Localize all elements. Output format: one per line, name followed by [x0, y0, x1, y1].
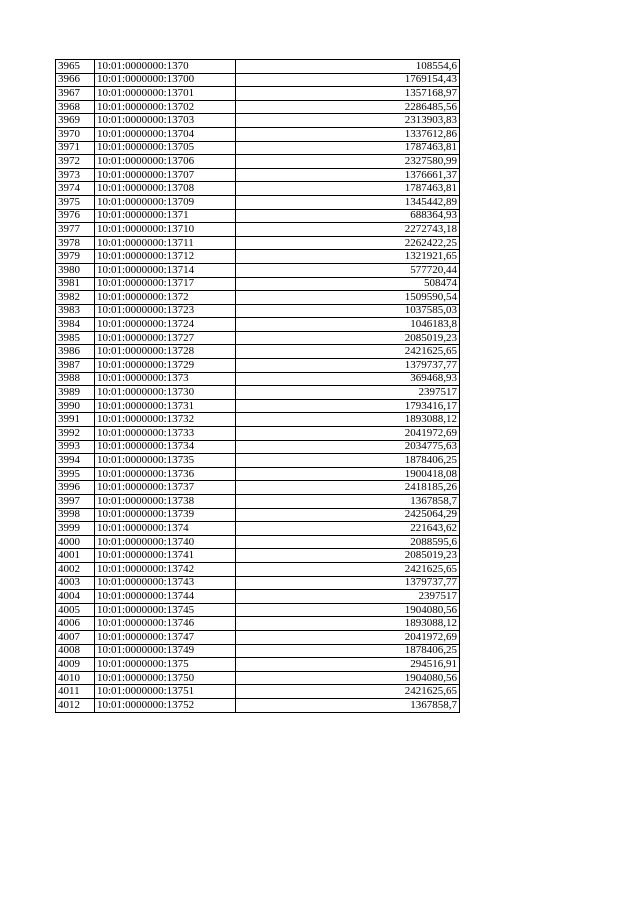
cadastral-number-cell: 10:01:0000000:13735 [95, 454, 236, 468]
row-number-cell: 3978 [56, 236, 95, 250]
table-row [56, 100, 460, 114]
cadastral-number-cell: 10:01:0000000:13733 [95, 427, 236, 441]
table-row [56, 522, 460, 536]
row-number-cell: 3993 [56, 440, 95, 454]
value-cell: 2425064,29 [236, 508, 460, 522]
row-number-cell: 3974 [56, 182, 95, 196]
cadastral-number-cell: 10:01:0000000:13702 [95, 100, 236, 114]
cadastral-number-cell: 10:01:0000000:13714 [95, 263, 236, 277]
cadastral-number-cell: 10:01:0000000:13709 [95, 195, 236, 209]
value-cell: 1900418,08 [236, 467, 460, 481]
value-cell: 508474 [236, 277, 460, 291]
row-number-cell: 3994 [56, 454, 95, 468]
value-cell: 2085019,23 [236, 331, 460, 345]
table-row [56, 195, 460, 209]
value-cell: 1367858,7 [236, 495, 460, 509]
cadastral-number-cell: 10:01:0000000:13723 [95, 304, 236, 318]
value-cell: 2041972,69 [236, 427, 460, 441]
value-cell: 1337612,86 [236, 127, 460, 141]
cadastral-number-cell: 10:01:0000000:13740 [95, 535, 236, 549]
value-cell: 221643,62 [236, 522, 460, 536]
value-cell: 577720,44 [236, 263, 460, 277]
table-row [56, 386, 460, 400]
value-cell: 294516,91 [236, 658, 460, 672]
table-row [56, 508, 460, 522]
cadastral-number-cell: 10:01:0000000:13728 [95, 345, 236, 359]
row-number-cell: 3965 [56, 60, 95, 74]
table-row [56, 291, 460, 305]
table-row [56, 304, 460, 318]
value-cell: 2085019,23 [236, 549, 460, 563]
cadastral-number-cell: 10:01:0000000:13736 [95, 467, 236, 481]
row-number-cell: 3971 [56, 141, 95, 155]
row-number-cell: 4011 [56, 685, 95, 699]
cadastral-number-cell: 10:01:0000000:13734 [95, 440, 236, 454]
value-cell: 369468,93 [236, 372, 460, 386]
table-row [56, 155, 460, 169]
cadastral-number-cell: 10:01:0000000:13739 [95, 508, 236, 522]
value-cell: 2397517 [236, 590, 460, 604]
value-cell: 1345442,89 [236, 195, 460, 209]
cadastral-number-cell: 10:01:0000000:13703 [95, 114, 236, 128]
table-row [56, 73, 460, 87]
value-cell: 1878406,25 [236, 644, 460, 658]
cadastral-number-cell: 10:01:0000000:13747 [95, 630, 236, 644]
cadastral-number-cell: 10:01:0000000:13701 [95, 87, 236, 101]
cadastral-number-cell: 10:01:0000000:13700 [95, 73, 236, 87]
row-number-cell: 3977 [56, 223, 95, 237]
cadastral-number-cell: 10:01:0000000:13727 [95, 331, 236, 345]
cadastral-number-cell: 10:01:0000000:13704 [95, 127, 236, 141]
table-row [56, 671, 460, 685]
value-cell: 2313903,83 [236, 114, 460, 128]
table-row [56, 685, 460, 699]
cadastral-number-cell: 10:01:0000000:13724 [95, 318, 236, 332]
row-number-cell: 3981 [56, 277, 95, 291]
value-cell: 1509590,54 [236, 291, 460, 305]
cadastral-number-cell: 10:01:0000000:13742 [95, 562, 236, 576]
value-cell: 688364,93 [236, 209, 460, 223]
table-row [56, 250, 460, 264]
cadastral-number-cell: 10:01:0000000:1374 [95, 522, 236, 536]
row-number-cell: 3988 [56, 372, 95, 386]
row-number-cell: 4001 [56, 549, 95, 563]
cadastral-number-cell: 10:01:0000000:13710 [95, 223, 236, 237]
table-row [56, 277, 460, 291]
table-row [56, 114, 460, 128]
row-number-cell: 3973 [56, 168, 95, 182]
value-cell: 1793416,17 [236, 399, 460, 413]
cadastral-number-cell: 10:01:0000000:13712 [95, 250, 236, 264]
value-cell: 2088595,6 [236, 535, 460, 549]
row-number-cell: 3975 [56, 195, 95, 209]
cadastral-number-cell: 10:01:0000000:13750 [95, 671, 236, 685]
row-number-cell: 3976 [56, 209, 95, 223]
cadastral-number-cell: 10:01:0000000:13738 [95, 495, 236, 509]
table-row [56, 331, 460, 345]
table-row [56, 359, 460, 373]
value-cell: 2262422,25 [236, 236, 460, 250]
cadastral-number-cell: 10:01:0000000:13731 [95, 399, 236, 413]
row-number-cell: 3969 [56, 114, 95, 128]
table-row [56, 440, 460, 454]
row-number-cell: 3972 [56, 155, 95, 169]
row-number-cell: 4005 [56, 603, 95, 617]
table-row [56, 318, 460, 332]
table-row [56, 127, 460, 141]
table-row [56, 413, 460, 427]
row-number-cell: 3979 [56, 250, 95, 264]
table-row [56, 168, 460, 182]
row-number-cell: 3995 [56, 467, 95, 481]
table-row [56, 372, 460, 386]
cadastral-number-cell: 10:01:0000000:13744 [95, 590, 236, 604]
value-cell: 1893088,12 [236, 617, 460, 631]
table-row [56, 495, 460, 509]
row-number-cell: 3982 [56, 291, 95, 305]
row-number-cell: 4004 [56, 590, 95, 604]
row-number-cell: 3968 [56, 100, 95, 114]
row-number-cell: 3986 [56, 345, 95, 359]
row-number-cell: 3970 [56, 127, 95, 141]
value-cell: 2421625,65 [236, 345, 460, 359]
cadastral-number-cell: 10:01:0000000:13729 [95, 359, 236, 373]
cadastral-number-cell: 10:01:0000000:13737 [95, 481, 236, 495]
table-row [56, 60, 460, 74]
table-row [56, 630, 460, 644]
value-cell: 1357168,97 [236, 87, 460, 101]
table-row [56, 549, 460, 563]
row-number-cell: 4007 [56, 630, 95, 644]
table-row [56, 467, 460, 481]
value-cell: 2286485,56 [236, 100, 460, 114]
cadastral-number-cell: 10:01:0000000:1373 [95, 372, 236, 386]
cadastral-number-cell: 10:01:0000000:13746 [95, 617, 236, 631]
cadastral-number-cell: 10:01:0000000:13706 [95, 155, 236, 169]
value-cell: 2418185,26 [236, 481, 460, 495]
row-number-cell: 3998 [56, 508, 95, 522]
cadastral-number-cell: 10:01:0000000:13741 [95, 549, 236, 563]
value-cell: 1878406,25 [236, 454, 460, 468]
cadastral-value-table [55, 59, 460, 713]
row-number-cell: 3983 [56, 304, 95, 318]
cadastral-number-cell: 10:01:0000000:13705 [95, 141, 236, 155]
table-row [56, 236, 460, 250]
table-row [56, 617, 460, 631]
row-number-cell: 3997 [56, 495, 95, 509]
cadastral-number-cell: 10:01:0000000:13711 [95, 236, 236, 250]
row-number-cell: 4009 [56, 658, 95, 672]
row-number-cell: 4012 [56, 698, 95, 712]
table-row [56, 209, 460, 223]
table-row [56, 590, 460, 604]
cadastral-number-cell: 10:01:0000000:1371 [95, 209, 236, 223]
row-number-cell: 4010 [56, 671, 95, 685]
table-row [56, 644, 460, 658]
cadastral-number-cell: 10:01:0000000:1370 [95, 60, 236, 74]
cadastral-number-cell: 10:01:0000000:13751 [95, 685, 236, 699]
cadastral-number-cell: 10:01:0000000:13743 [95, 576, 236, 590]
cadastral-number-cell: 10:01:0000000:13752 [95, 698, 236, 712]
cadastral-number-cell: 10:01:0000000:13707 [95, 168, 236, 182]
table-row [56, 454, 460, 468]
value-cell: 2421625,65 [236, 685, 460, 699]
table-row [56, 182, 460, 196]
row-number-cell: 3996 [56, 481, 95, 495]
cadastral-number-cell: 10:01:0000000:13732 [95, 413, 236, 427]
value-cell: 1037585,03 [236, 304, 460, 318]
value-cell: 2041972,69 [236, 630, 460, 644]
row-number-cell: 3992 [56, 427, 95, 441]
value-cell: 2327580,99 [236, 155, 460, 169]
row-number-cell: 4008 [56, 644, 95, 658]
table-row [56, 698, 460, 712]
row-number-cell: 3985 [56, 331, 95, 345]
table-row [56, 576, 460, 590]
table-row [56, 87, 460, 101]
row-number-cell: 3991 [56, 413, 95, 427]
table-row [56, 399, 460, 413]
table-row [56, 427, 460, 441]
cadastral-number-cell: 10:01:0000000:1372 [95, 291, 236, 305]
value-cell: 1769154,43 [236, 73, 460, 87]
row-number-cell: 3999 [56, 522, 95, 536]
cadastral-number-cell: 10:01:0000000:13730 [95, 386, 236, 400]
row-number-cell: 3989 [56, 386, 95, 400]
row-number-cell: 3966 [56, 73, 95, 87]
value-cell: 108554,6 [236, 60, 460, 74]
row-number-cell: 3984 [56, 318, 95, 332]
row-number-cell: 3980 [56, 263, 95, 277]
row-number-cell: 4006 [56, 617, 95, 631]
table-row [56, 562, 460, 576]
value-cell: 1367858,7 [236, 698, 460, 712]
cadastral-number-cell: 10:01:0000000:13717 [95, 277, 236, 291]
value-cell: 1379737,77 [236, 359, 460, 373]
row-number-cell: 3987 [56, 359, 95, 373]
value-cell: 1787463,81 [236, 182, 460, 196]
value-cell: 1893088,12 [236, 413, 460, 427]
value-cell: 1904080,56 [236, 603, 460, 617]
value-cell: 1379737,77 [236, 576, 460, 590]
value-cell: 2421625,65 [236, 562, 460, 576]
table-row [56, 535, 460, 549]
value-cell: 1046183,8 [236, 318, 460, 332]
value-cell: 1376661,37 [236, 168, 460, 182]
cadastral-number-cell: 10:01:0000000:13745 [95, 603, 236, 617]
table-row [56, 263, 460, 277]
value-cell: 1904080,56 [236, 671, 460, 685]
row-number-cell: 4003 [56, 576, 95, 590]
table-row [56, 223, 460, 237]
table-row [56, 658, 460, 672]
row-number-cell: 3990 [56, 399, 95, 413]
cadastral-number-cell: 10:01:0000000:13749 [95, 644, 236, 658]
value-cell: 2272743,18 [236, 223, 460, 237]
cadastral-number-cell: 10:01:0000000:13708 [95, 182, 236, 196]
cadastral-number-cell: 10:01:0000000:1375 [95, 658, 236, 672]
table-row [56, 345, 460, 359]
value-cell: 2034775,63 [236, 440, 460, 454]
value-cell: 1321921,65 [236, 250, 460, 264]
table-row [56, 481, 460, 495]
value-cell: 2397517 [236, 386, 460, 400]
value-cell: 1787463,81 [236, 141, 460, 155]
table-row [56, 141, 460, 155]
row-number-cell: 4002 [56, 562, 95, 576]
row-number-cell: 4000 [56, 535, 95, 549]
table-row [56, 603, 460, 617]
table-body [56, 60, 460, 713]
row-number-cell: 3967 [56, 87, 95, 101]
